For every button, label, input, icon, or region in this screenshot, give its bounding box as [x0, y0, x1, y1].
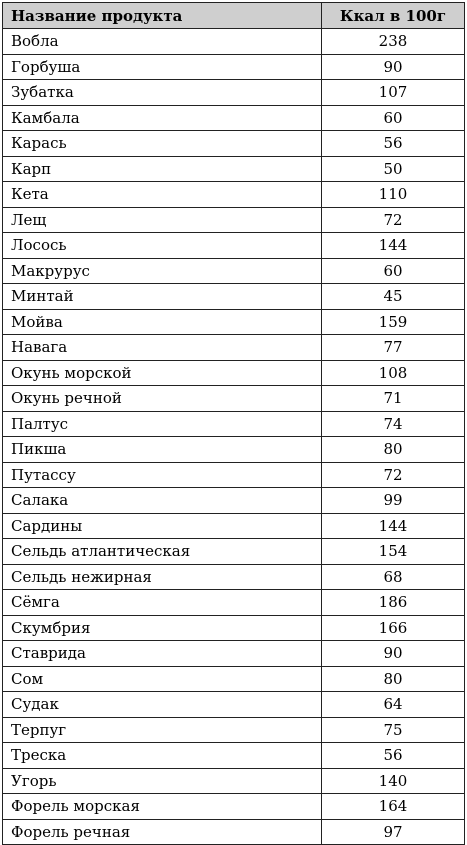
table-row — [3, 233, 465, 259]
kcal-value-cell: 144 — [322, 233, 465, 259]
table-row — [3, 513, 465, 539]
product-name-cell: Скумбрия — [3, 615, 322, 641]
kcal-value-cell: 50 — [322, 156, 465, 182]
kcal-value-cell: 186 — [322, 590, 465, 616]
table-body — [3, 29, 465, 845]
calorie-table — [2, 2, 465, 845]
kcal-value-cell: 60 — [322, 105, 465, 131]
product-name-cell: Зубатка — [3, 80, 322, 106]
product-name-cell: Лещ — [3, 207, 322, 233]
product-name-cell: Пикша — [3, 437, 322, 463]
column-header-product-name: Название продукта — [3, 3, 322, 29]
kcal-value-cell: 72 — [322, 462, 465, 488]
product-name-cell: Камбала — [3, 105, 322, 131]
kcal-value-cell: 159 — [322, 309, 465, 335]
table-row — [3, 29, 465, 55]
kcal-value-cell: 74 — [322, 411, 465, 437]
table-row — [3, 590, 465, 616]
kcal-value-cell: 45 — [322, 284, 465, 310]
kcal-value-cell: 60 — [322, 258, 465, 284]
product-name-cell: Макрурус — [3, 258, 322, 284]
product-name-cell: Сардины — [3, 513, 322, 539]
table-row — [3, 743, 465, 769]
table-row — [3, 717, 465, 743]
table-row — [3, 258, 465, 284]
product-name-cell: Горбуша — [3, 54, 322, 80]
column-header-kcal: Ккал в 100г — [322, 3, 465, 29]
table-row — [3, 794, 465, 820]
table-row — [3, 131, 465, 157]
product-name-cell: Угорь — [3, 768, 322, 794]
table-row — [3, 360, 465, 386]
kcal-value-cell: 144 — [322, 513, 465, 539]
product-name-cell: Сёмга — [3, 590, 322, 616]
table-row — [3, 105, 465, 131]
kcal-value-cell: 80 — [322, 437, 465, 463]
table-row — [3, 284, 465, 310]
table-row — [3, 386, 465, 412]
product-name-cell: Вобла — [3, 29, 322, 55]
product-name-cell: Карась — [3, 131, 322, 157]
kcal-value-cell: 56 — [322, 131, 465, 157]
table-row — [3, 539, 465, 565]
table-row — [3, 564, 465, 590]
product-name-cell: Салака — [3, 488, 322, 514]
table-row — [3, 156, 465, 182]
product-name-cell: Мойва — [3, 309, 322, 335]
product-name-cell: Палтус — [3, 411, 322, 437]
kcal-value-cell: 108 — [322, 360, 465, 386]
table-row — [3, 309, 465, 335]
kcal-value-cell: 107 — [322, 80, 465, 106]
kcal-value-cell: 154 — [322, 539, 465, 565]
kcal-value-cell: 77 — [322, 335, 465, 361]
product-name-cell: Ставрида — [3, 641, 322, 667]
product-name-cell: Терпуг — [3, 717, 322, 743]
table-row — [3, 768, 465, 794]
table-row — [3, 335, 465, 361]
product-name-cell: Форель речная — [3, 819, 322, 845]
product-name-cell: Треска — [3, 743, 322, 769]
header-row — [3, 3, 465, 29]
table-header — [3, 3, 465, 29]
kcal-value-cell: 97 — [322, 819, 465, 845]
product-name-cell: Сельдь нежирная — [3, 564, 322, 590]
product-name-cell: Карп — [3, 156, 322, 182]
table-row — [3, 666, 465, 692]
kcal-value-cell: 238 — [322, 29, 465, 55]
product-name-cell: Судак — [3, 692, 322, 718]
product-name-cell: Форель морская — [3, 794, 322, 820]
table-row — [3, 692, 465, 718]
product-name-cell: Путассу — [3, 462, 322, 488]
kcal-value-cell: 75 — [322, 717, 465, 743]
kcal-value-cell: 99 — [322, 488, 465, 514]
kcal-value-cell: 72 — [322, 207, 465, 233]
kcal-value-cell: 68 — [322, 564, 465, 590]
kcal-value-cell: 140 — [322, 768, 465, 794]
table-row — [3, 641, 465, 667]
table-row — [3, 615, 465, 641]
table-row — [3, 207, 465, 233]
table-row — [3, 80, 465, 106]
product-name-cell: Окунь морской — [3, 360, 322, 386]
table-row — [3, 437, 465, 463]
kcal-value-cell: 64 — [322, 692, 465, 718]
product-name-cell: Кета — [3, 182, 322, 208]
product-name-cell: Лосось — [3, 233, 322, 259]
kcal-value-cell: 166 — [322, 615, 465, 641]
product-name-cell: Сельдь атлантическая — [3, 539, 322, 565]
kcal-value-cell: 90 — [322, 54, 465, 80]
kcal-value-cell: 90 — [322, 641, 465, 667]
product-name-cell: Сом — [3, 666, 322, 692]
product-name-cell: Минтай — [3, 284, 322, 310]
table-row — [3, 54, 465, 80]
table-row — [3, 488, 465, 514]
table-row — [3, 182, 465, 208]
product-name-cell: Окунь речной — [3, 386, 322, 412]
table-row — [3, 819, 465, 845]
kcal-value-cell: 110 — [322, 182, 465, 208]
kcal-value-cell: 80 — [322, 666, 465, 692]
table-row — [3, 411, 465, 437]
kcal-value-cell: 56 — [322, 743, 465, 769]
product-name-cell: Навага — [3, 335, 322, 361]
kcal-value-cell: 164 — [322, 794, 465, 820]
table-row — [3, 462, 465, 488]
kcal-value-cell: 71 — [322, 386, 465, 412]
